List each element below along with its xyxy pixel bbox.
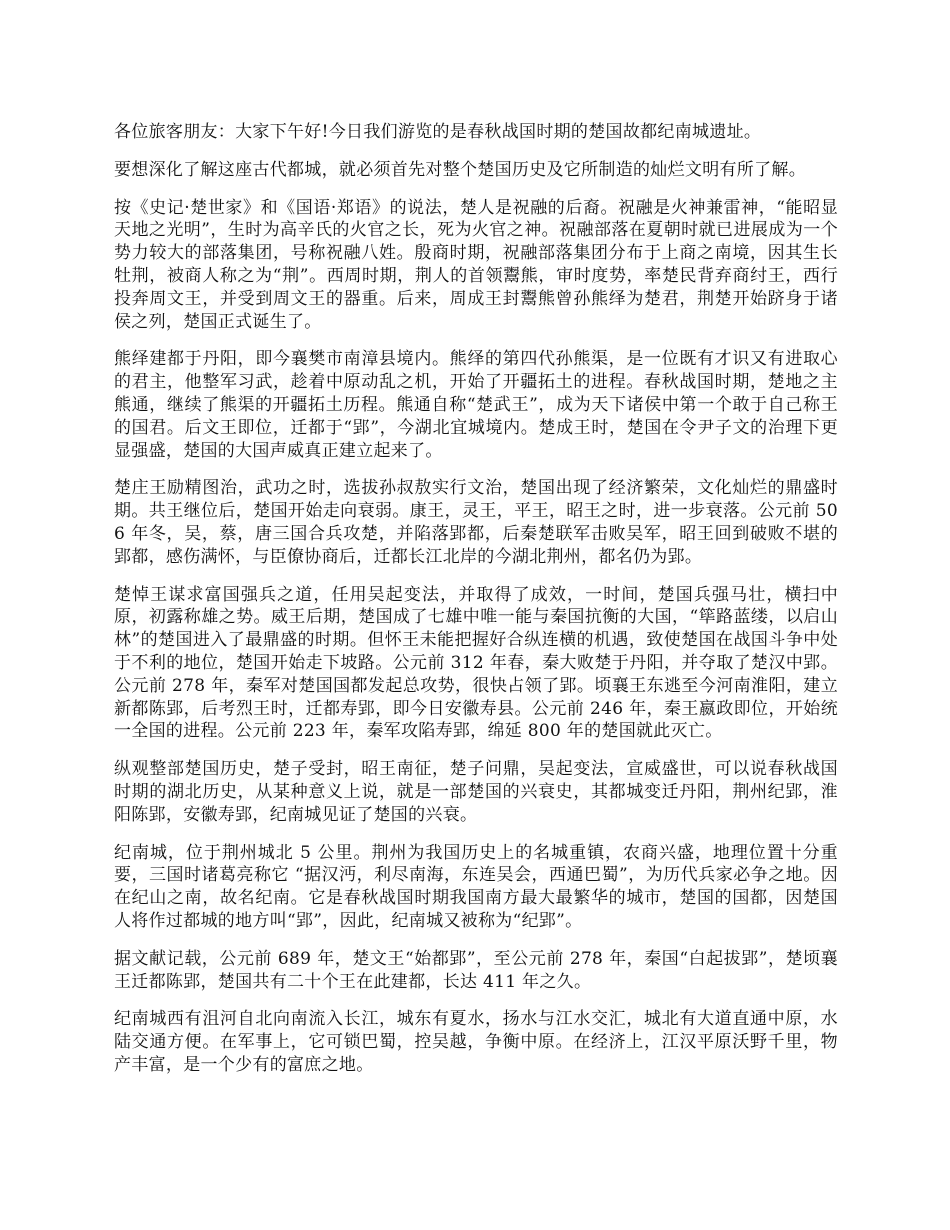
paragraph-history-overview: 纵观整部楚国历史，楚子受封，昭王南征，楚子问鼎，吴起变法，宣威盛世，可以说春秋战国时期的湖北历史，从某种意义上说，就是一部楚国的兴衰史，其都城变迁丹阳，荆州纪郢，淮阳陈郢，安徽寿郢，纪南城见证了楚国的兴衰。 xyxy=(114,759,838,825)
paragraph-greeting: 各位旅客朋友：大家下午好!今日我们游览的是春秋战国时期的楚国故都纪南城遗址。 xyxy=(114,122,762,142)
paragraph-jinan-city-location: 纪南城，位于荆州城北 5 公里。荆州为我国历史上的名城重镇，农商兴盛，地理位置十分重要，三国时诸葛亮称它 “据汉沔，利尽南海，东连吴会，西通巴蜀”，为历代兵家必争之地。因在纪山之南，故名纪南。它是春秋战国时期我国南方最大最繁华的城市，楚国的国都，因楚国人将作过都城的地方叫“郢”，因此，纪南城又被称为“纪郢”。 xyxy=(114,842,838,931)
paragraph-geography: 纪南城西有沮河自北向南流入长江，城东有夏水，扬水与江水交汇，城北有大道直通中原，水陆交通方便。在军事上，它可锁巴蜀，控吴越，争衡中原。在经济上，江汉平原沃野千里，物产丰富，是一个少有的富庶之地。 xyxy=(114,1009,838,1075)
paragraph-warring-states-decline: 楚悼王谋求富国强兵之道，任用吴起变法，并取得了成效，一时间，楚国兵强马壮，横扫中原，初露称雄之势。威王后期，楚国成了七雄中唯一能与秦国抗衡的大国，“筚路蓝缕，以启山林”的楚国进入了最鼎盛的时期。但怀王未能把握好合纵连横的机遇，致使楚国在战国斗争中处于不利的地位，楚国开始走下坡路。公元前 312 年春，秦大败楚于丹阳，并夺取了楚汉中郢。公元前 278 年，秦军对楚国国都发起总攻势，很快占领了郢。顷襄王东逃至今河南淮阳，建立新都陈郢，后考烈王时，迁都寿郢，即今日安徽寿县。公元前 246 年，秦王嬴政即位，开始统一全国的进程。公元前 223 年，秦军攻陷寿郢，绵延 800 年的楚国就此灭亡。 xyxy=(114,584,838,742)
paragraph-capital-records: 据文献记载，公元前 689 年，楚文王“始都郢”，至公元前 278 年，秦国“白起拔郢”，楚顷襄王迁都陈郢，楚国共有二十个王在此建都，长达 411 年之久。 xyxy=(114,948,838,992)
paragraph-zhuang-king-era: 楚庄王励精图治，武功之时，选拔孙叔敖实行文治，楚国出现了经济繁荣，文化灿烂的鼎盛时期。共王继位后，楚国开始走向衰弱。康王，灵王，平王，昭王之时，进一步衰落。公元前 506 年冬，吴，蔡，唐三国合兵攻楚，并陷落郢都，后秦楚联军击败吴军，昭王回到破败不堪的郢都，感伤满怀，与臣僚协商后，迁都长江北岸的今湖北荆州，都名仍为郢。 xyxy=(114,478,838,567)
paragraph-early-capitals: 熊绎建都于丹阳，即今襄樊市南漳县境内。熊绎的第四代孙熊渠，是一位既有才识又有进取心的君主，他整军习武，趁着中原动乱之机，开始了开疆拓土的进程。春秋战国时期，楚地之主熊通，继续了熊渠的开疆拓土历程。熊通自称“楚武王”，成为天下诸侯中第一个敢于自己称王的国君。后文王即位，迁都于“郢”，今湖北宜城境内。楚成王时，楚国在令尹子文的治理下更显强盛，楚国的大国声威真正建立起来了。 xyxy=(114,349,838,461)
document-body xyxy=(114,121,838,1092)
paragraph-introduction: 要想深化了解这座古代都城，就必须首先对整个楚国历史及它所制造的灿烂文明有所了解。 xyxy=(114,159,806,180)
paragraph-chu-origins: 按《史记·楚世家》和《国语·郑语》的说法，楚人是祝融的后裔。祝融是火神兼雷神，“能昭显天地之光明”，生时为高辛氏的火官之长，死为火官之神。祝融部落在夏朝时就已进展成为一个势力较大的部落集团，号称祝融八姓。殷商时期，祝融部落集团分布于上商之南境，因其生长牡荆，被商人称之为“荆”。西周时期，荆人的首领鬻熊，审时度势，率楚民背弃商纣王，西行投奔周文王，并受到周文王的器重。后来，周成王封鬻熊曾孙熊绎为楚君，荆楚开始跻身于诸侯之列，楚国正式诞生了。 xyxy=(114,197,838,332)
